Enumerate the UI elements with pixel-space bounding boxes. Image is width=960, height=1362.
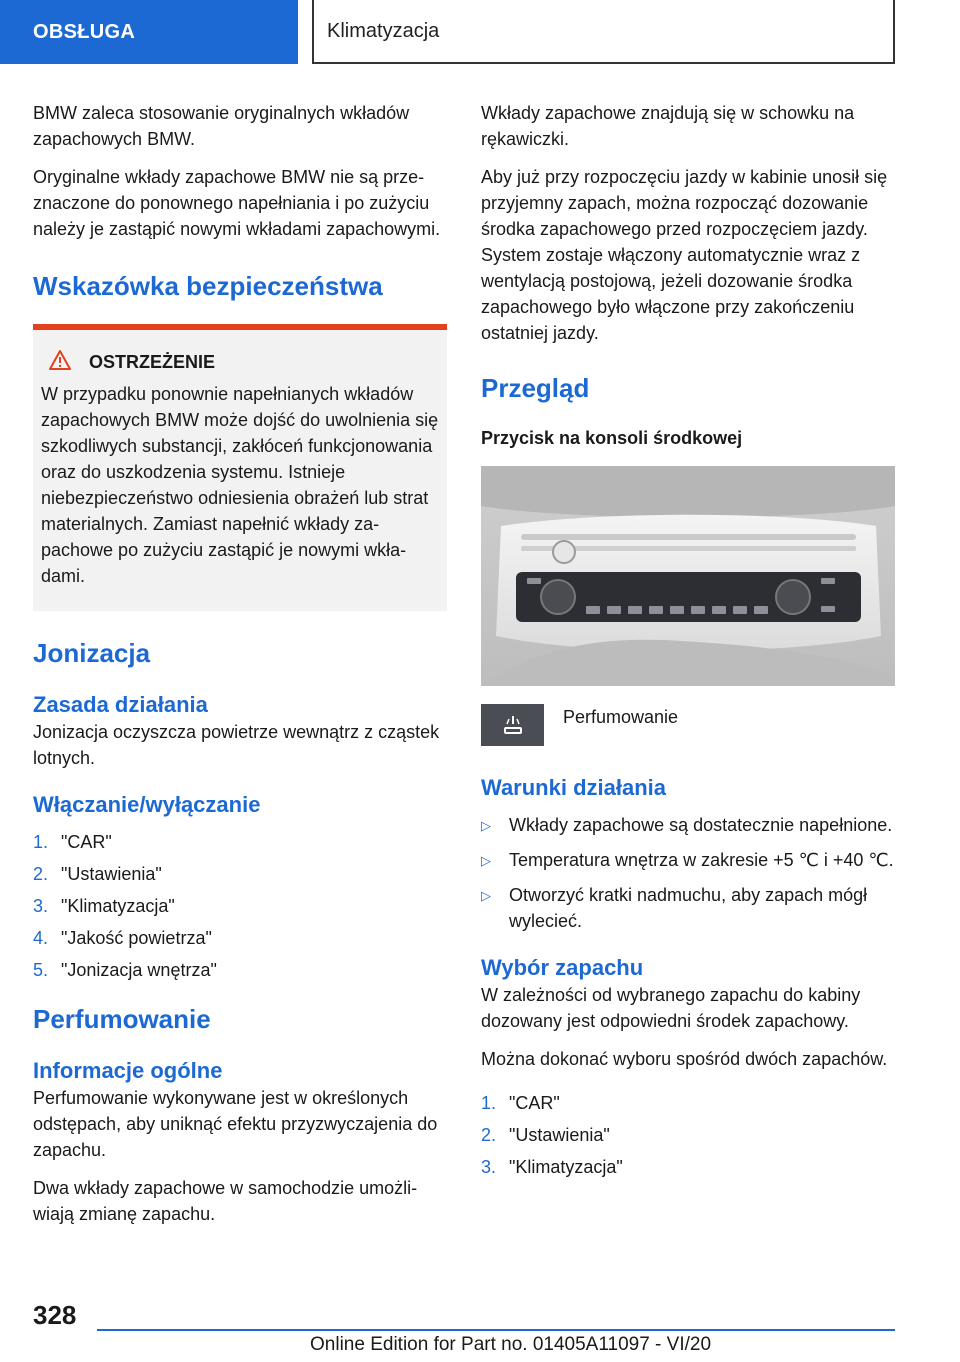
general-heading: Informacje ogólne xyxy=(33,1058,223,1083)
warning-box xyxy=(33,324,447,611)
condition-text: Temperatura wnętrza w zakresie +5 ℃ i +40 ℃. xyxy=(509,850,894,870)
step-number: 4. xyxy=(33,928,49,948)
principle-heading: Zasada działania xyxy=(33,692,208,717)
edition-footer: Online Edition for Part no. 01405A11097 - VI/20 xyxy=(310,1334,712,1355)
page-header-title xyxy=(312,0,895,64)
page-number: 328 xyxy=(33,1300,77,1330)
list-item xyxy=(33,893,447,919)
intro-paragraph-1: BMW zaleca stosowanie oryginalnych wkładów zapachowych BMW. xyxy=(33,103,410,149)
condition-text: Otworzyć kratki nadmuchu, aby zapach mógł wylecieć. xyxy=(509,885,868,931)
step-text: "Klimatyzacja" xyxy=(509,1157,623,1177)
perfume-button-legend xyxy=(481,704,895,746)
principle-text: Jonizacja oczyszcza powietrze wewnątrz z cząstek lotnych. xyxy=(33,722,440,768)
scent-paragraph-2: Można dokonać wyboru spośród dwóch zapachów. xyxy=(481,1049,888,1069)
step-text: "Ustawienia" xyxy=(509,1125,610,1145)
list-item xyxy=(33,925,447,951)
step-text: "Jonizacja wnętrza" xyxy=(61,960,217,980)
conditions-heading: Warunki działania xyxy=(481,775,667,800)
step-number: 1. xyxy=(33,832,49,852)
step-text: "Ustawienia" xyxy=(61,864,162,884)
right-column xyxy=(481,100,895,1186)
step-number: 2. xyxy=(481,1125,497,1145)
overview-heading: Przegląd xyxy=(481,373,590,403)
list-item xyxy=(33,829,447,855)
list-item xyxy=(33,861,447,887)
onoff-steps xyxy=(33,829,447,983)
section-tab xyxy=(0,0,298,64)
chapter-title: Klimatyzacja xyxy=(327,19,440,42)
center-console-photo xyxy=(481,466,895,686)
left-column xyxy=(33,100,447,1239)
triangle-bullet-icon: ▷ xyxy=(481,853,491,868)
warning-triangle-icon xyxy=(49,350,71,375)
footer-rule xyxy=(97,1329,895,1331)
list-item xyxy=(481,882,895,934)
warning-title: OSTRZEŻENIE xyxy=(89,352,216,372)
general-paragraph-2: Dwa wkłady zapachowe w samochodzie umożliwiają zmianę zapachu. xyxy=(33,1178,418,1224)
list-item xyxy=(481,847,895,874)
warning-text: W przypadku ponownie napełnianych wkładów zapachowych BMW może dojść do uwolnienia się szkodliwych substancji, zakłóceń funkcjonowania oraz do uszkodzenia systemu. Istnieje niebezpieczeństwo odniesienia obrażeń lub strat materialnych. Zamiast napełnić wkłady zapachowe po zużyciu zastąpić je nowymi wkładami. xyxy=(41,384,439,586)
perfume-button-label: Perfumowanie xyxy=(563,707,679,727)
right-paragraph-1: Wkłady zapachowe znajdują się w schowku na rękawiczki. xyxy=(481,103,855,149)
list-item xyxy=(481,1122,895,1148)
step-text: "CAR" xyxy=(509,1093,560,1113)
perfume-heading: Perfumowanie xyxy=(33,1004,211,1034)
list-item xyxy=(481,812,895,839)
intro-paragraph-2: Oryginalne wkłady zapachowe BMW nie są przeznaczone do ponownego napełniania i po zużyciu należy je zastąpić nowymi wkładami zapachowymi. xyxy=(33,167,441,239)
step-text: "Jakość powietrza" xyxy=(61,928,212,948)
step-number: 3. xyxy=(33,896,49,916)
right-paragraph-2: Aby już przy rozpoczęciu jazdy w kabinie unosił się przyjemny zapach, można rozpocząć dozowanie środka zapachowego przed rozpoczęciem jazdy. System zostaje włączony automatycznie wraz z wentylacją postojową, jeżeli dozowanie środka zapachowego było włączone przy zakończeniu ostatniej jazdy. xyxy=(481,167,888,343)
scent-steps xyxy=(481,1090,895,1180)
step-text: "CAR" xyxy=(61,832,112,852)
list-item xyxy=(481,1090,895,1116)
step-number: 1. xyxy=(481,1093,497,1113)
scent-paragraph-1: W zależności od wybranego zapachu do kabiny dozowany jest odpowiedni środek zapachowy. xyxy=(481,985,861,1031)
ionization-heading: Jonizacja xyxy=(33,638,151,668)
section-label: OBSŁUGA xyxy=(33,20,136,43)
conditions-list xyxy=(481,812,895,934)
safety-heading: Wskazówka bezpieczeństwa xyxy=(33,271,383,301)
step-number: 5. xyxy=(33,960,49,980)
perfume-button-icon xyxy=(481,704,544,746)
scent-heading: Wybór zapachu xyxy=(481,955,644,980)
triangle-bullet-icon: ▷ xyxy=(481,818,491,833)
general-paragraph-1: Perfumowanie wykonywane jest w określonych odstępach, aby uniknąć efektu przyzwyczajenia do zapachu. xyxy=(33,1088,438,1160)
warning-header xyxy=(41,350,439,375)
step-number: 3. xyxy=(481,1157,497,1177)
list-item xyxy=(481,1154,895,1180)
step-number: 2. xyxy=(33,864,49,884)
button-heading: Przycisk na konsoli środkowej xyxy=(481,428,743,448)
list-item xyxy=(33,957,447,983)
condition-text: Wkłady zapachowe są dostatecznie napełnione. xyxy=(509,815,893,835)
triangle-bullet-icon: ▷ xyxy=(481,888,491,903)
onoff-heading: Włączanie/wyłączanie xyxy=(33,792,261,817)
step-text: "Klimatyzacja" xyxy=(61,896,175,916)
